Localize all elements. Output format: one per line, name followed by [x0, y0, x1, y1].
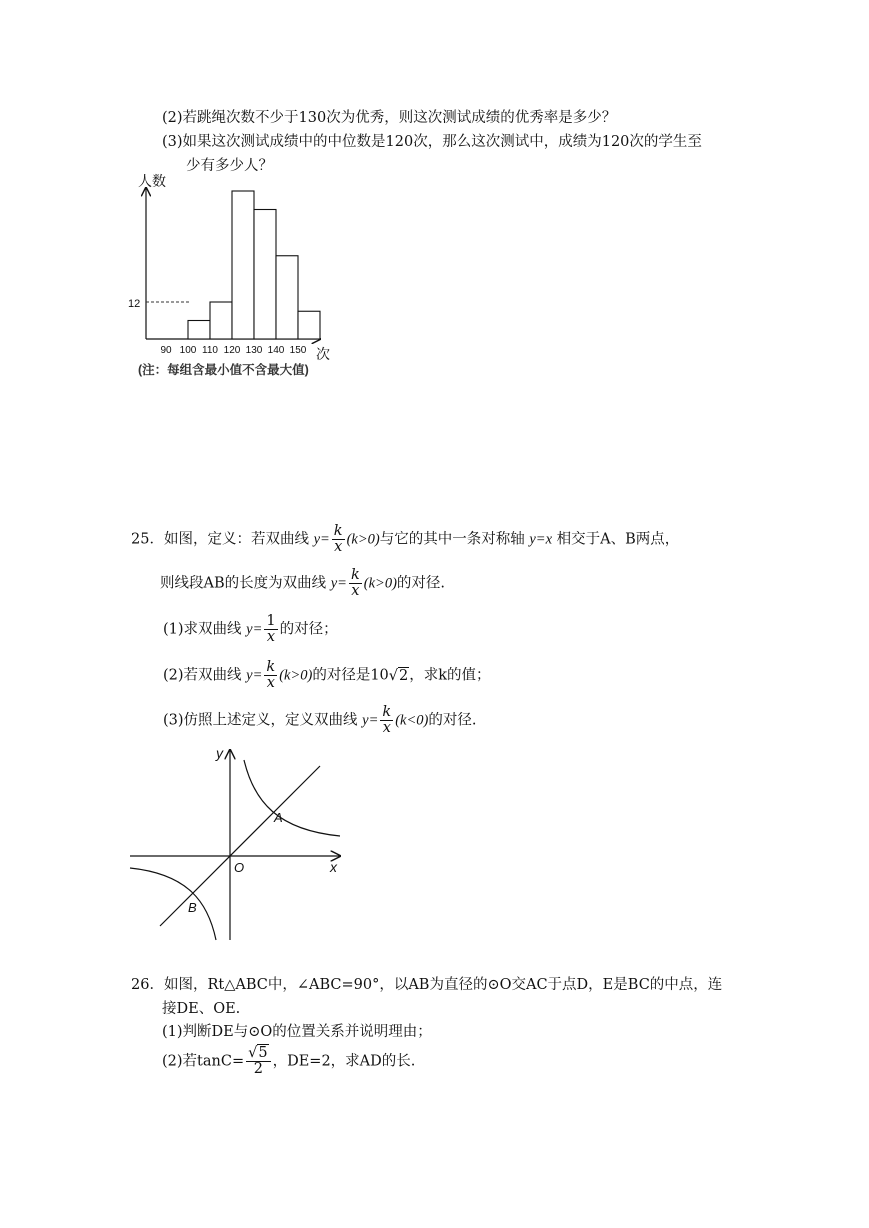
- q26-line1: 26．如图，Rt△ABC中，∠ABC=90°，以AB为直径的⊙O交AC于点D，E是BC的中点，连: [131, 977, 723, 993]
- origin-label: O: [234, 860, 245, 875]
- fraction-sqrt5-over-2: $\frac{√5}{2}$: [246, 1046, 270, 1077]
- fraction-k-over-x: $\frac{k}{x}$: [333, 523, 343, 556]
- q25-line1: [131, 524, 679, 555]
- sqrt-2: √2: [388, 667, 409, 684]
- q25-intro-c: 相交于A、B两点，: [556, 531, 680, 548]
- x-tick-120: 120: [223, 345, 241, 356]
- histogram-chart: [126, 168, 366, 383]
- histogram-bar-120-130: [232, 191, 254, 339]
- x-label: x: [330, 859, 337, 875]
- y-axis-label: 人数: [138, 173, 166, 189]
- y-tick-12: 12: [128, 298, 141, 310]
- q25-part1: (1)求双曲线 y= $\frac{1}{x}$ 的对径；: [163, 613, 338, 646]
- fraction-k-over-x: $\frac{k}{x}$: [350, 567, 360, 600]
- chart-note: (注：每组含最小值不含最大值): [138, 363, 309, 377]
- q24-part3-line2: 少有多少人？: [186, 158, 273, 174]
- x-axis-label: 次: [316, 346, 330, 362]
- hyperbola-graph: [128, 742, 350, 944]
- fraction-1-over-x: $\frac{1}{x}$: [266, 613, 276, 646]
- y-label: y: [216, 745, 223, 761]
- q25-axis: y=x: [529, 531, 552, 548]
- q25-part3: (3)仿照上述定义，定义双曲线 y= $\frac{k}{x}$ (k<0)的对径.: [163, 704, 477, 737]
- q25-cond-pos: (k>0): [346, 531, 380, 548]
- histogram-bar-130-140: [254, 210, 276, 340]
- x-tick-100: 100: [179, 345, 197, 356]
- x-tick-140: 140: [267, 345, 285, 356]
- hyperbola-branch-third-quadrant: [130, 868, 216, 940]
- histogram-bar-110-120: [210, 302, 232, 339]
- q24-part3-line1: (3)如果这次测试成绩中的中位数是120次，那么这次测试中，成绩为120次的学生至: [162, 134, 702, 150]
- fraction-k-over-x: $\frac{k}{x}$: [266, 659, 276, 692]
- x-tick-130: 130: [245, 345, 263, 356]
- q25-part2: (2)若双曲线 y= $\frac{k}{x}$ (k>0)的对径是10√2，求k的值；: [163, 659, 491, 692]
- histogram-bar-100-110: [188, 321, 210, 340]
- x-tick-90: 90: [160, 345, 172, 356]
- q26-line2: 接DE、OE.: [162, 1001, 241, 1017]
- hyperbola-branch-first-quadrant: [244, 760, 340, 836]
- q25-intro-b: 与它的其中一条对称轴: [379, 531, 525, 548]
- q25-line2: 则线段AB的长度为双曲线 y= $\frac{k}{x}$ (k>0)的对径.: [160, 567, 446, 600]
- x-tick-110: 110: [202, 345, 218, 356]
- fraction-k-over-x: $\frac{k}{x}$: [382, 704, 392, 737]
- point-a-label: A: [274, 810, 283, 825]
- q25-number: 25．: [131, 531, 164, 548]
- x-tick-150: 150: [289, 345, 307, 356]
- q25-line2-a: 则线段AB的长度为双曲线: [160, 575, 327, 592]
- q26-part1: (1)判断DE与⊙O的位置关系并说明理由；: [162, 1024, 432, 1040]
- q25-line2-b: 的对径.: [396, 575, 446, 592]
- point-b-label: B: [188, 900, 197, 915]
- line-y-equals-x: [160, 766, 320, 926]
- q25-intro-a: 如图，定义：若双曲线: [163, 531, 309, 548]
- q24-part2: (2)若跳绳次数不少于130次为优秀，则这次测试成绩的优秀率是多少？: [162, 110, 617, 126]
- histogram-bar-140-150: [276, 256, 298, 339]
- q25-y-eq: y=: [313, 531, 330, 548]
- q26-part2: (2)若tanC= $\frac{√5}{2}$ ，DE=2，求AD的长.: [162, 1045, 416, 1078]
- histogram-bar-150-160: [298, 311, 320, 339]
